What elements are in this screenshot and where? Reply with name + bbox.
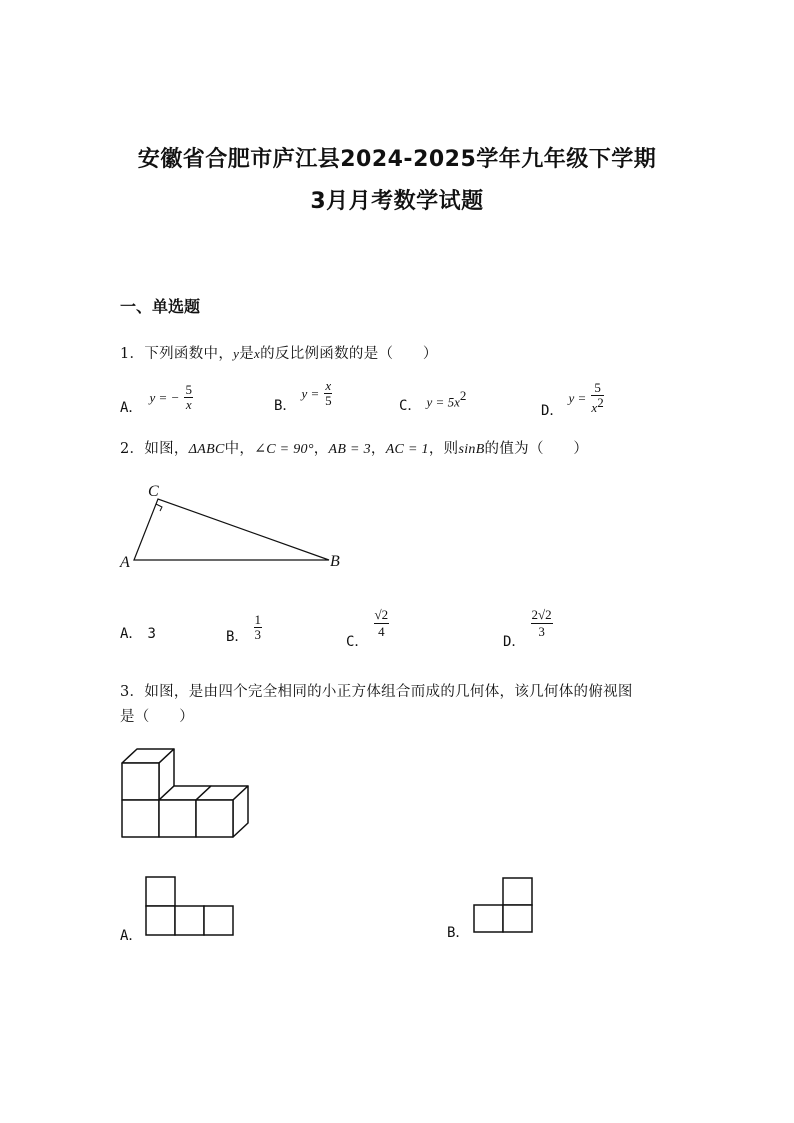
title-line-1: 安徽省合肥市庐江县2024-2025学年九年级下学期 xyxy=(137,147,657,172)
q1-var-x: x xyxy=(254,346,261,361)
q1-stem-num: 1．下列函数中， xyxy=(120,346,234,362)
q1-option-c-expr: y = 5x xyxy=(426,394,460,410)
question-3-stem-line-1: 3．如图，是由四个完全相同的小正方体组合而成的几何体，该几何体的俯视图 xyxy=(120,684,633,700)
q3-option-a-diagram xyxy=(145,876,237,937)
q3-option-b-diagram xyxy=(473,877,536,935)
q2-sinb: sinB xyxy=(458,442,485,457)
q1-option-d-lhs: y = xyxy=(568,390,587,406)
q2-option-d-den: 3 xyxy=(538,624,545,639)
q2-option-d-num: 2√2 xyxy=(531,607,552,622)
square xyxy=(146,877,175,906)
q2-triangle: ΔABC xyxy=(188,442,225,457)
square xyxy=(175,906,204,935)
q1-option-d-fraction xyxy=(591,382,603,414)
q1-option-c-label: C． xyxy=(399,398,422,415)
q2-ab: AB = 3 xyxy=(328,442,371,457)
q1-stem-end: 的反比例函数的是（ ） xyxy=(260,346,438,362)
cube-bottom-right-front xyxy=(196,800,233,837)
q3-option-a-label: A． xyxy=(120,928,143,944)
q2-option-b-label: B． xyxy=(226,629,249,645)
q1-option-d-num: 5 xyxy=(594,380,601,395)
q2-option-a[interactable] xyxy=(120,623,156,643)
vertex-label-a: A xyxy=(120,554,130,571)
q2-option-b-den: 3 xyxy=(254,627,262,642)
question-2-stem: 2．如图，ΔABC中，∠C = 90°，AB = 3，AC = 1，则sinB的值为（ ） xyxy=(120,441,589,457)
q2-option-b-num: 1 xyxy=(254,612,262,627)
question-3-stem-line-2: 是（ ） xyxy=(120,709,194,725)
q1-option-a-fraction xyxy=(184,384,193,411)
square xyxy=(503,905,532,932)
q2-option-b-fraction xyxy=(254,614,263,641)
triangle-shape xyxy=(134,499,329,560)
q1-option-a-label: A． xyxy=(120,400,143,416)
q2-option-c-num: √2 xyxy=(374,607,389,622)
q1-option-d[interactable] xyxy=(541,380,604,419)
q2-option-c-den: 4 xyxy=(378,624,385,639)
q2-option-d-label: D． xyxy=(503,634,526,650)
q1-option-b-fraction xyxy=(324,380,332,407)
q2-option-b[interactable] xyxy=(226,612,262,645)
q3-option-b[interactable] xyxy=(447,922,469,942)
q1-option-a-den: x xyxy=(185,397,192,412)
q1-option-d-label: D． xyxy=(541,402,564,419)
square xyxy=(474,905,503,932)
q1-option-b-label: B． xyxy=(274,398,297,414)
q3-option-b-label: B． xyxy=(447,925,470,941)
question-1-stem xyxy=(120,342,438,363)
q1-option-b[interactable] xyxy=(274,378,332,414)
section-heading-single-choice: 一、单选题 xyxy=(120,297,201,316)
q2-triangle-figure xyxy=(110,476,350,576)
title-line-2: 3月月考数学试题 xyxy=(310,189,484,214)
right-angle-marker xyxy=(156,504,162,511)
q1-option-a[interactable] xyxy=(120,382,193,416)
q2-stem-1: 2．如图， xyxy=(120,441,189,457)
q3-cube-figure xyxy=(115,745,260,845)
square xyxy=(146,906,175,935)
vertex-label-b: B xyxy=(330,553,340,570)
square xyxy=(503,878,532,905)
q2-option-a-value: 3 xyxy=(147,626,156,642)
q1-option-a-lhs: y = − xyxy=(149,390,180,405)
q2-stem-2: 中， xyxy=(224,441,255,457)
q2-option-c-fraction xyxy=(374,608,390,639)
q1-option-d-den: x xyxy=(591,400,598,415)
q3-option-a[interactable] xyxy=(120,925,142,945)
q1-option-c-exp: 2 xyxy=(459,388,467,403)
q1-option-b-den: 5 xyxy=(325,393,332,408)
q2-angle: ∠C = 90° xyxy=(254,442,314,457)
q1-stem-mid: 是 xyxy=(239,346,255,362)
q1-option-b-num: x xyxy=(325,378,332,393)
cube-top-front xyxy=(122,763,159,800)
q2-option-c-label: C． xyxy=(346,634,369,650)
square xyxy=(204,906,233,935)
q2-option-c[interactable] xyxy=(346,607,389,650)
q2-option-d-fraction xyxy=(531,608,553,639)
q1-option-c[interactable] xyxy=(399,388,467,415)
cube-bottom-mid-front xyxy=(159,800,196,837)
q2-ac: AC = 1 xyxy=(385,442,429,457)
vertex-label-c: C xyxy=(148,483,159,500)
q2-stem-3: ，则 xyxy=(428,441,459,457)
cube-bottom-left-front xyxy=(122,800,159,837)
q1-option-a-num: 5 xyxy=(185,382,192,397)
q1-option-b-lhs: y = xyxy=(301,386,320,401)
q1-var-y: y xyxy=(233,346,240,361)
q2-option-a-label: A． xyxy=(120,626,143,642)
q1-option-d-den-exp: 2 xyxy=(597,395,604,410)
q2-option-d[interactable] xyxy=(503,607,553,650)
q2-stem-4: 的值为（ ） xyxy=(484,441,589,457)
